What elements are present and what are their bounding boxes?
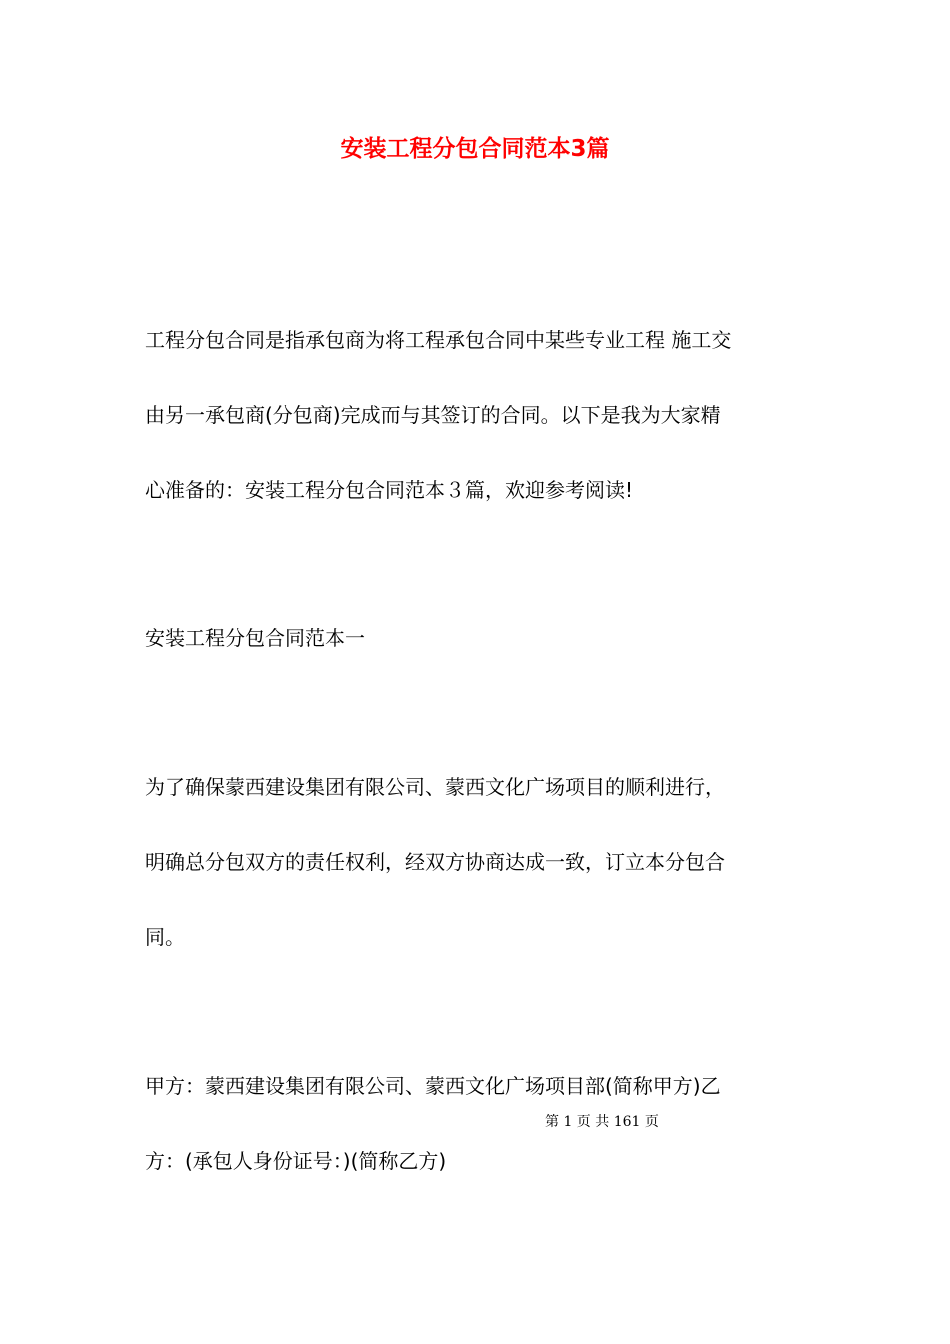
intro-line-2: 由另一承包商(分包商)完成而与其签订的合同。以下是我为大家精 bbox=[145, 403, 721, 427]
document-title: 安装工程分包合同范本3篇 bbox=[340, 136, 610, 162]
parties-line-2: 方：(承包人身份证号：)(简称乙方) bbox=[145, 1149, 447, 1173]
paragraph-line-3: 同。 bbox=[145, 925, 185, 949]
parties-line-1: 甲方：蒙西建设集团有限公司、蒙西文化广场项目部(简称甲方)乙 bbox=[145, 1074, 721, 1098]
intro-line-3: 心准备的：安装工程分包合同范本３篇，欢迎参考阅读! bbox=[145, 478, 634, 502]
section-heading: 安装工程分包合同范本一 bbox=[145, 626, 365, 650]
intro-line-1: 工程分包合同是指承包商为将工程承包合同中某些专业工程 施工交 bbox=[145, 328, 732, 352]
paragraph-line-1: 为了确保蒙西建设集团有限公司、蒙西文化广场项目的顺利进行， bbox=[145, 775, 725, 799]
page-footer: 第 1 页 共 161 页 bbox=[545, 1114, 659, 1130]
paragraph-line-2: 明确总分包双方的责任权利，经双方协商达成一致，订立本分包合 bbox=[145, 850, 725, 874]
